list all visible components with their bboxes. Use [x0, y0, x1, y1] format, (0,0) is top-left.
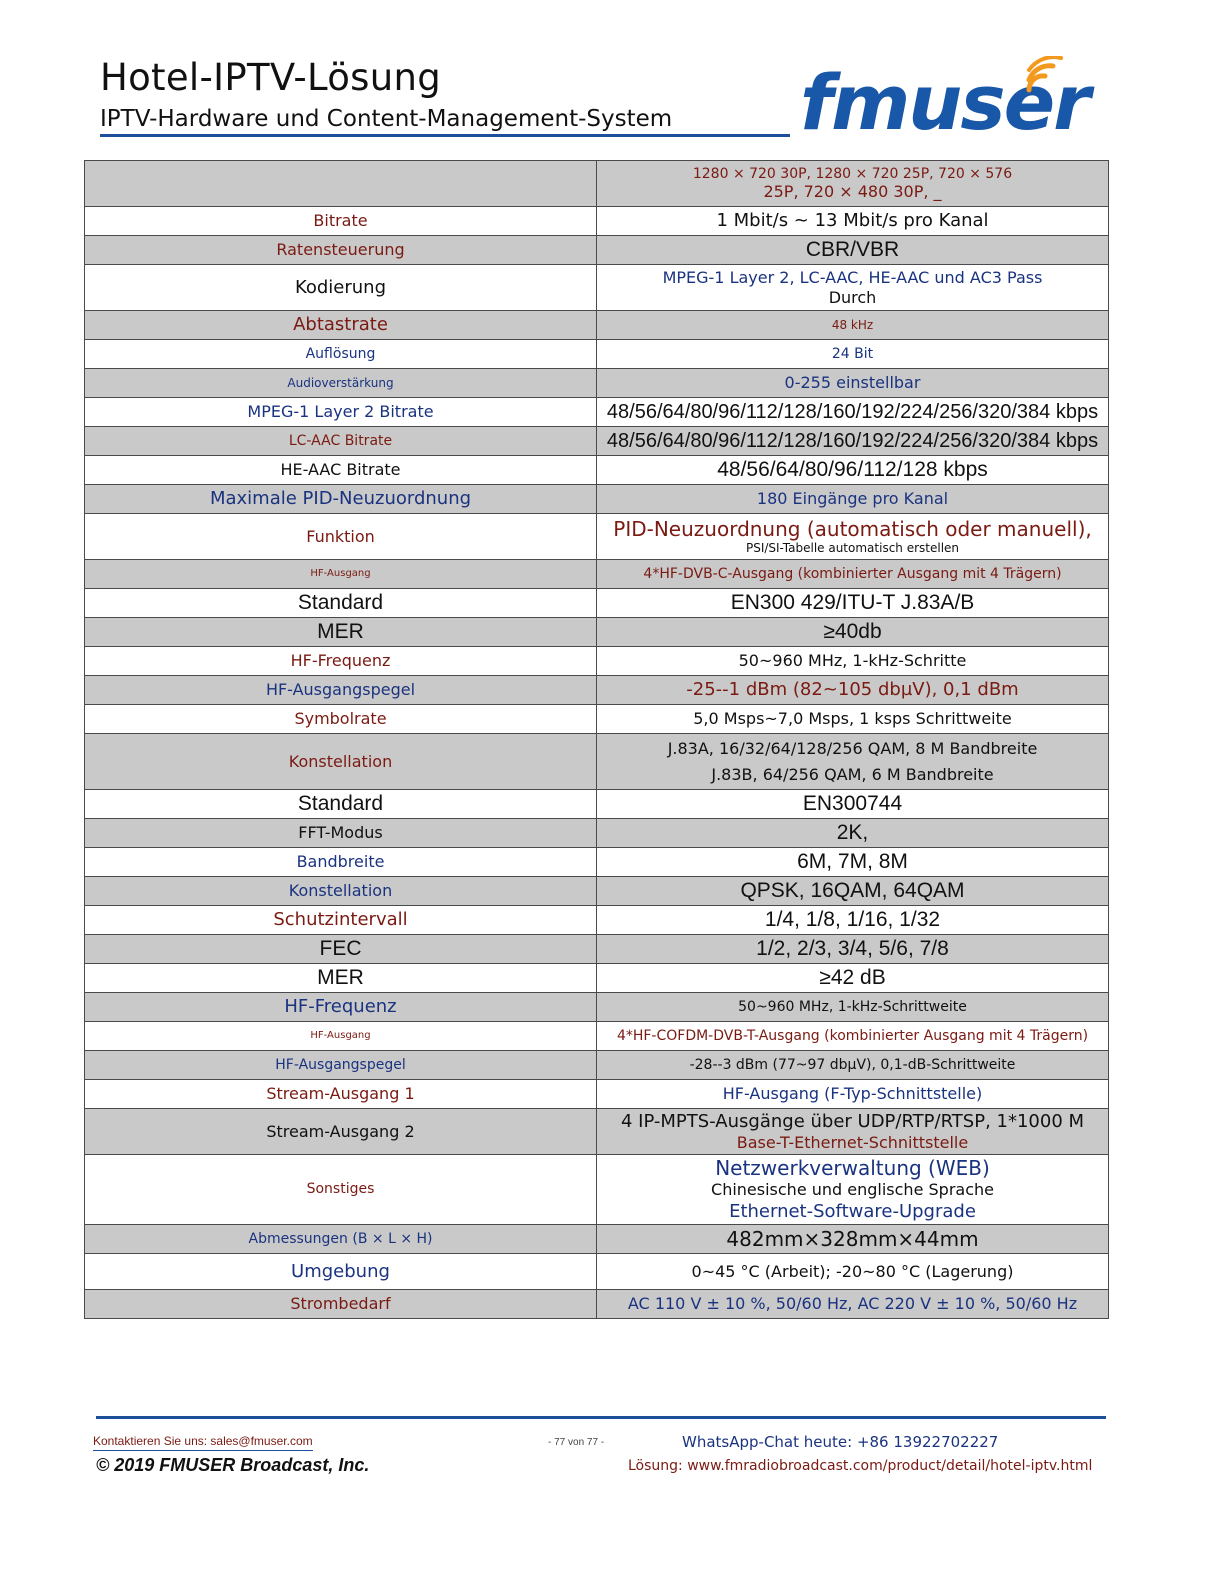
table-row: [85, 161, 1109, 207]
row-label: [85, 161, 597, 207]
table-row: [85, 427, 1109, 456]
row-value: 180 Eingänge pro Kanal: [597, 485, 1109, 514]
table-row: [85, 1080, 1109, 1109]
row-value: MPEG-1 Layer 2, LC-AAC, HE-AAC und AC3 Pass Durch: [597, 265, 1109, 311]
row-label: Konstellation: [85, 734, 597, 790]
row-label: MER: [85, 964, 597, 993]
row-value: QPSK, 16QAM, 64QAM: [597, 877, 1109, 906]
row-value: 24 Bit: [597, 340, 1109, 369]
row-label: Standard: [85, 589, 597, 618]
table-row: [85, 647, 1109, 676]
row-label: Abtastrate: [85, 311, 597, 340]
row-label: Auflösung: [85, 340, 597, 369]
row-value: Netzwerkverwaltung (WEB) Chinesische und englische Sprache Ethernet-Software-Upgrade: [597, 1155, 1109, 1225]
table-row: [85, 618, 1109, 647]
row-value: 0~45 °C (Arbeit); -20~80 °C (Lagerung): [597, 1254, 1109, 1290]
row-label: HF-Ausgang: [85, 1022, 597, 1051]
row-value: 48 kHz: [597, 311, 1109, 340]
table-row: [85, 589, 1109, 618]
table-row: [85, 560, 1109, 589]
table-row: [85, 265, 1109, 311]
row-value: 1/2, 2/3, 3/4, 5/6, 7/8: [597, 935, 1109, 964]
row-label: HF-Ausgangspegel: [85, 1051, 597, 1080]
broadcast-waves-icon: [1015, 56, 1085, 102]
table-row: [85, 369, 1109, 398]
page-number: - 77 von 77 -: [548, 1437, 605, 1448]
contact-email[interactable]: Kontaktieren Sie uns: sales@fmuser.com: [93, 1434, 313, 1451]
table-row: [85, 236, 1109, 265]
solution-link[interactable]: Lösung: www.fmradiobroadcast.com/product/detail/hotel-iptv.html: [628, 1458, 1093, 1474]
spec-table: [84, 160, 1109, 1319]
table-row: [85, 935, 1109, 964]
footer-divider: [96, 1416, 1106, 1419]
row-value: 6M, 7M, 8M: [597, 848, 1109, 877]
table-row: [85, 1109, 1109, 1155]
row-label: MPEG-1 Layer 2 Bitrate: [85, 398, 597, 427]
row-label: Strombedarf: [85, 1290, 597, 1319]
table-row: [85, 676, 1109, 705]
row-label: Schutzintervall: [85, 906, 597, 935]
row-value: 50~960 MHz, 1-kHz-Schritte: [597, 647, 1109, 676]
table-row: [85, 705, 1109, 734]
row-value: 482mm×328mm×44mm: [597, 1225, 1109, 1254]
table-row: [85, 993, 1109, 1022]
row-label: Bitrate: [85, 207, 597, 236]
row-value: EN300744: [597, 790, 1109, 819]
table-row: [85, 1290, 1109, 1319]
row-label: Bandbreite: [85, 848, 597, 877]
row-label: Stream-Ausgang 1: [85, 1080, 597, 1109]
row-value: 1280 × 720 30P, 1280 × 720 25P, 720 × 576 25P, 720 × 480 30P, _: [597, 161, 1109, 207]
row-label: Abmessungen (B × L × H): [85, 1225, 597, 1254]
row-label: HF-Frequenz: [85, 647, 597, 676]
table-row: [85, 877, 1109, 906]
fmuser-logo: [800, 56, 1100, 148]
table-row: [85, 456, 1109, 485]
copyright-notice: © 2019 FMUSER Broadcast, Inc.: [96, 1455, 370, 1475]
row-label: Umgebung: [85, 1254, 597, 1290]
row-value: 4*HF-DVB-C-Ausgang (kombinierter Ausgang mit 4 Trägern): [597, 560, 1109, 589]
row-value: 4 IP-MPTS-Ausgänge über UDP/RTP/RTSP, 1*1000 M Base-T-Ethernet-Schnittstelle: [597, 1109, 1109, 1155]
row-value: 48/56/64/80/96/112/128/160/192/224/256/320/384 kbps: [597, 398, 1109, 427]
row-value: 1 Mbit/s ~ 13 Mbit/s pro Kanal: [597, 207, 1109, 236]
table-row: [85, 207, 1109, 236]
row-label: Audioverstärkung: [85, 369, 597, 398]
row-value: 48/56/64/80/96/112/128 kbps: [597, 456, 1109, 485]
table-row: [85, 398, 1109, 427]
page-title: Hotel-IPTV-Lösung: [100, 56, 442, 99]
table-row: [85, 485, 1109, 514]
row-value: EN300 429/ITU-T J.83A/B: [597, 589, 1109, 618]
logo-wordmark: fmuser: [800, 58, 1089, 147]
table-row: [85, 1225, 1109, 1254]
row-label: FEC: [85, 935, 597, 964]
row-label: HF-Frequenz: [85, 993, 597, 1022]
row-value: J.83A, 16/32/64/128/256 QAM, 8 M Bandbreite J.83B, 64/256 QAM, 6 M Bandbreite: [597, 734, 1109, 790]
row-value: -25--1 dBm (82~105 dbµV), 0,1 dBm: [597, 676, 1109, 705]
row-label: Konstellation: [85, 877, 597, 906]
table-row: [85, 848, 1109, 877]
row-value: 4*HF-COFDM-DVB-T-Ausgang (kombinierter Ausgang mit 4 Trägern): [597, 1022, 1109, 1051]
row-label: Standard: [85, 790, 597, 819]
row-label: HE-AAC Bitrate: [85, 456, 597, 485]
row-label: Funktion: [85, 514, 597, 560]
row-label: HF-Ausgangspegel: [85, 676, 597, 705]
table-row: [85, 1254, 1109, 1290]
row-label: Maximale PID-Neuzuordnung: [85, 485, 597, 514]
row-label: Symbolrate: [85, 705, 597, 734]
whatsapp-contact[interactable]: WhatsApp-Chat heute: +86 13922702227: [682, 1433, 999, 1451]
table-row: [85, 1155, 1109, 1225]
row-label: Kodierung: [85, 265, 597, 311]
table-row: [85, 1022, 1109, 1051]
table-row: [85, 514, 1109, 560]
row-label: Stream-Ausgang 2: [85, 1109, 597, 1155]
page-subtitle: IPTV-Hardware und Content-Management-System: [100, 106, 673, 132]
row-value: 5,0 Msps~7,0 Msps, 1 ksps Schrittweite: [597, 705, 1109, 734]
row-value: AC 110 V ± 10 %, 50/60 Hz, AC 220 V ± 10 %, 50/60 Hz: [597, 1290, 1109, 1319]
row-label: MER: [85, 618, 597, 647]
row-value: 1/4, 1/8, 1/16, 1/32: [597, 906, 1109, 935]
row-value: ≥40db: [597, 618, 1109, 647]
row-label: Ratensteuerung: [85, 236, 597, 265]
row-value: -28--3 dBm (77~97 dbµV), 0,1-dB-Schrittweite: [597, 1051, 1109, 1080]
row-value: 0-255 einstellbar: [597, 369, 1109, 398]
row-value: CBR/VBR: [597, 236, 1109, 265]
row-value: HF-Ausgang (F-Typ-Schnittstelle): [597, 1080, 1109, 1109]
table-row: [85, 819, 1109, 848]
row-label: FFT-Modus: [85, 819, 597, 848]
table-row: [85, 1051, 1109, 1080]
row-label: Sonstiges: [85, 1155, 597, 1225]
row-value: ≥42 dB: [597, 964, 1109, 993]
row-value: 50~960 MHz, 1-kHz-Schrittweite: [597, 993, 1109, 1022]
table-row: [85, 906, 1109, 935]
row-value: 2K,: [597, 819, 1109, 848]
row-value: 48/56/64/80/96/112/128/160/192/224/256/320/384 kbps: [597, 427, 1109, 456]
header-divider: [100, 134, 790, 137]
table-row: [85, 964, 1109, 993]
row-label: LC-AAC Bitrate: [85, 427, 597, 456]
table-row: [85, 340, 1109, 369]
table-row: [85, 311, 1109, 340]
row-label: HF-Ausgang: [85, 560, 597, 589]
table-row: [85, 790, 1109, 819]
table-row: [85, 734, 1109, 790]
row-value: PID-Neuzuordnung (automatisch oder manuell), PSI/SI-Tabelle automatisch erstellen: [597, 514, 1109, 560]
